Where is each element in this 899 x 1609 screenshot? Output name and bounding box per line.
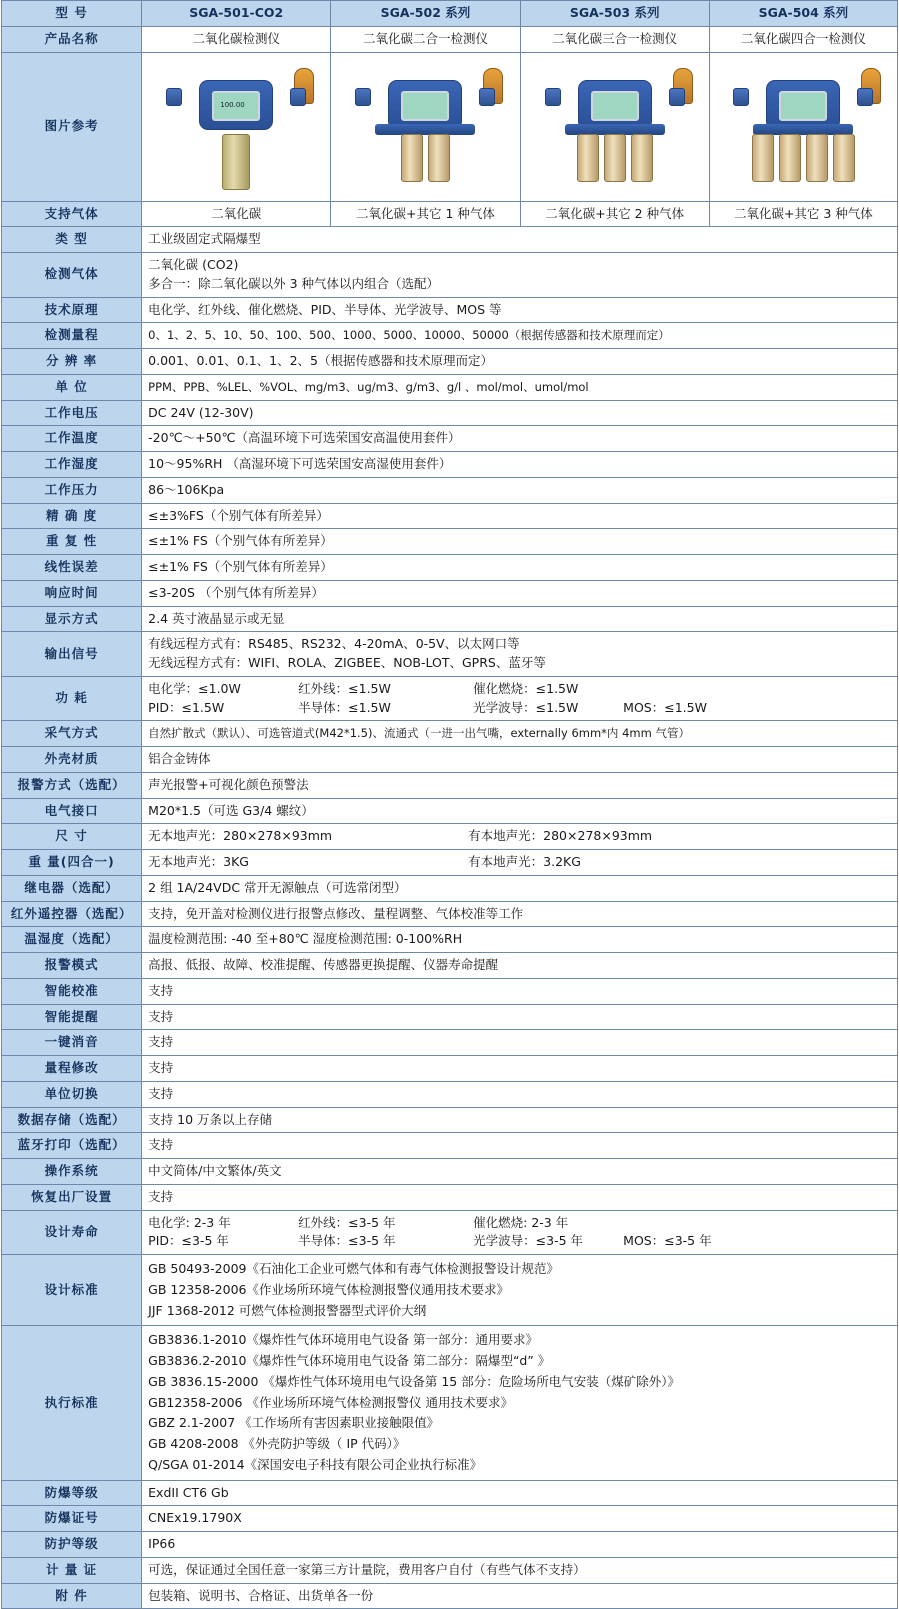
table-row-ip-level [2,1532,898,1558]
device-image-3 [520,52,709,201]
row-label-factory-reset: 恢复出厂设置 [2,1184,142,1210]
specification-table [1,0,898,1609]
row-label-type: 类 型 [2,227,142,253]
table-row-life [2,1210,898,1255]
unit-value: PPM、PPB、%LEL、%VOL、mg/m3、ug/m3、g/m3、g/l 、mol/mol、umol/mol [142,374,898,400]
row-label-product-name: 产品名称 [2,26,142,52]
row-label-unit-switch: 单位切换 [2,1081,142,1107]
model-header-4: SGA-504 系列 [709,1,897,27]
unit-switch-value: 支持 [142,1081,898,1107]
table-row-size [2,824,898,850]
row-label-ex-level: 防爆等级 [2,1480,142,1506]
model-header-2: SGA-502 系列 [331,1,520,27]
table-row-relay [2,875,898,901]
row-label-model: 型 号 [2,1,142,27]
row-label-range-edit: 量程修改 [2,1056,142,1082]
table-row-product-name [2,26,898,52]
device-sensors [713,134,893,182]
device-sensors [525,134,705,182]
screen-reading: 100.00 [220,100,245,109]
device-sensors [335,134,515,182]
row-label-os: 操作系统 [2,1159,142,1185]
table-row-smart-cal [2,978,898,1004]
table-row-shell [2,747,898,773]
product-name-3: 二氧化碳三合一检测仪 [520,26,709,52]
row-label-detect-gas: 检测气体 [2,253,142,298]
repeat-value: ≤±1% FS（个别气体有所差异） [142,529,898,555]
table-row-storage [2,1107,898,1133]
table-row-output [2,632,898,677]
row-label-linear: 线性误差 [2,555,142,581]
row-label-bt-print: 蓝牙打印（选配） [2,1133,142,1159]
row-label-design-std: 设计标准 [2,1255,142,1326]
table-row-temp-humi-opt [2,927,898,953]
table-row-os [2,1159,898,1185]
device-body [388,80,462,130]
factory-reset-value: 支持 [142,1184,898,1210]
table-row-support-gas [2,201,898,227]
life-electrochemical: 电化学: 2-3 年 [148,1214,231,1230]
resolution-value: 0.001、0.01、0.1、1、2、5（根据传感器和技术原理而定） [142,349,898,375]
device-image-1 [142,52,331,201]
table-row-voltage [2,400,898,426]
design-std-item: GB 12358-2006《作业场所环境气体检测报警仪通用技术要求》 [148,1281,509,1297]
row-label-size: 尺 寸 [2,824,142,850]
table-row-work-temp [2,426,898,452]
sensor-probe [806,134,828,182]
table-row-power [2,676,898,721]
support-gas-4: 二氧化碳+其它 3 种气体 [709,201,897,227]
table-row-unit [2,374,898,400]
life-optical: 光学波导：≤3-5 年 [473,1233,584,1249]
row-label-ip-level: 防护等级 [2,1532,142,1558]
power-value [142,676,898,721]
table-row-principle [2,297,898,323]
row-label-voltage: 工作电压 [2,400,142,426]
mute-value: 支持 [142,1030,898,1056]
row-label-work-temp: 工作温度 [2,426,142,452]
power-catalytic: 催化燃烧：≤1.5W [473,680,579,696]
power-optical: 光学波导：≤1.5W [473,699,579,715]
product-name-2: 二氧化碳二合一检测仪 [331,26,520,52]
weight-without-alarm: 无本地声光：3KG [148,854,249,869]
row-label-ex-cert: 防爆证号 [2,1506,142,1532]
support-gas-3: 二氧化碳+其它 2 种气体 [520,201,709,227]
exec-std-value [142,1326,898,1480]
exec-std-item: GB3836.2-2010《爆炸性气体环境用电气设备 第二部分：隔爆型“d” 》 [148,1353,551,1368]
device-ear-right [857,88,873,106]
table-row-model [2,1,898,27]
row-label-alarm-mode-opt: 报警方式（选配） [2,772,142,798]
detect-gas-line2: 多合一：除二氧化碳以外 3 种气体以内组合（选配） [148,275,440,291]
table-row-picture [2,52,898,201]
row-label-interface: 电气接口 [2,798,142,824]
device-illustration [713,62,893,192]
bt-print-value: 支持 [142,1133,898,1159]
weight-with-alarm: 有本地声光：3.2KG [468,854,581,869]
row-label-shell: 外壳材质 [2,747,142,773]
linear-value: ≤±1% FS（个别气体有所差异） [142,555,898,581]
row-label-work-humi: 工作湿度 [2,452,142,478]
detect-gas-value [142,253,898,298]
output-line2: 无线远程方式有：WIFI、ROLA、ZIGBEE、NOB-LOT、GPRS、蓝牙等 [148,655,546,670]
device-screen [401,91,449,121]
device-screen [779,91,827,121]
row-label-smart-remind: 智能提醒 [2,1004,142,1030]
life-mos: MOS：≤3-5 年 [623,1233,712,1249]
row-label-temp-humi-opt: 温湿度（选配） [2,927,142,953]
row-label-picture: 图片参考 [2,52,142,201]
exec-std-item: GB12358-2006 《作业场所环境气体检测报警仪 通用技术要求》 [148,1394,513,1410]
row-label-work-pressure: 工作压力 [2,477,142,503]
device-illustration [525,62,705,192]
table-row-exec-std [2,1326,898,1480]
life-value [142,1210,898,1255]
size-without-alarm: 无本地声光：280×278×93mm [148,828,333,844]
alarm-mode-opt-value: 声光报警+可视化颜色预警法 [142,772,898,798]
table-row-work-humi [2,452,898,478]
sensor-probe [752,134,774,182]
sensor-probe [428,134,450,182]
device-body [766,80,840,130]
exec-std-item: Q/SGA 01-2014《深国安电子科技有限公司企业执行标准》 [148,1456,483,1472]
work-humi-value: 10～95%RH （高湿环境下可选荣国安高湿使用套件） [142,452,898,478]
device-ear-left [166,88,182,106]
table-row-response [2,580,898,606]
table-row-ex-cert [2,1506,898,1532]
row-label-metrology: 计 量 证 [2,1557,142,1583]
table-row-range-edit [2,1056,898,1082]
voltage-value: DC 24V (12-30V) [142,400,898,426]
table-row-metrology [2,1557,898,1583]
weight-value [142,850,898,876]
response-value: ≤3-20S （个别气体有所差异） [142,580,898,606]
table-row-alarm-mode-opt [2,772,898,798]
model-header-1: SGA-501-CO2 [142,1,331,27]
output-line1: 有线远程方式有：RS485、RS232、4-20mA、0-5V、以太网口等 [148,636,520,652]
row-label-display: 显示方式 [2,606,142,632]
product-name-1: 二氧化碳检测仪 [142,26,331,52]
row-label-remote: 红外遥控器（选配） [2,901,142,927]
row-label-response: 响应时间 [2,580,142,606]
row-label-weight: 重 量(四合一) [2,850,142,876]
power-electrochemical: 电化学：≤1.0W [148,680,241,696]
row-label-sampling: 采气方式 [2,721,142,747]
table-row-range [2,323,898,349]
sensor-probe [222,134,250,190]
device-ear-right [290,88,306,106]
device-ear-right [479,88,495,106]
remote-value: 支持，免开盖对检测仪进行报警点修改、量程调整、气体校准等工作 [142,901,898,927]
design-std-value [142,1255,898,1326]
row-label-exec-std: 执行标准 [2,1326,142,1480]
row-label-storage: 数据存储（选配） [2,1107,142,1133]
metrology-value: 可选，保证通过全国任意一家第三方计量院，费用客户自付（有些气体不支持） [142,1557,898,1583]
temp-humi-opt-value: 温度检测范围: -40 至+80℃ 湿度检测范围: 0-100%RH [142,927,898,953]
table-row-alarm-mode [2,953,898,979]
sensor-probe [833,134,855,182]
table-row-interface [2,798,898,824]
power-mos: MOS：≤1.5W [623,699,707,715]
storage-value: 支持 10 万条以上存储 [142,1107,898,1133]
table-row-accessories [2,1583,898,1609]
ex-level-value: ExdII CT6 Gb [142,1480,898,1506]
output-value [142,632,898,677]
range-edit-value: 支持 [142,1056,898,1082]
detect-gas-line1: 二氧化碳 (CO2) [148,257,239,272]
power-line2 [148,699,891,718]
row-label-accessories: 附 件 [2,1583,142,1609]
table-row-accuracy [2,503,898,529]
power-pid: PID：≤1.5W [148,699,225,715]
os-value: 中文简体/中文繁体/英文 [142,1159,898,1185]
life-semiconductor: 半导体：≤3-5 年 [298,1233,396,1249]
smart-remind-value: 支持 [142,1004,898,1030]
interface-value: M20*1.5（可选 G3/4 螺纹） [142,798,898,824]
device-screen [212,91,260,121]
sensor-probe [631,134,653,182]
work-pressure-value: 86～106Kpa [142,477,898,503]
table-row-mute [2,1030,898,1056]
product-name-4: 二氧化碳四合一检测仪 [709,26,897,52]
size-value [142,824,898,850]
table-row-linear [2,555,898,581]
device-illustration [146,62,326,192]
device-illustration [335,62,515,192]
smart-cal-value: 支持 [142,978,898,1004]
power-line1 [148,680,891,699]
exec-std-item: GB3836.1-2010《爆炸性气体环境用电气设备 第一部分：通用要求》 [148,1332,538,1348]
table-row-work-pressure [2,477,898,503]
device-image-2 [331,52,520,201]
row-label-principle: 技术原理 [2,297,142,323]
sampling-value: 自然扩散式（默认）、可选管道式(M42*1.5)、流通式（一进一出气嘴，externally 6mm*内 4mm 气管） [142,721,898,747]
table-row-bt-print [2,1133,898,1159]
design-std-item: GB 50493-2009《石油化工企业可燃气体和有毒气体检测报警设计规范》 [148,1261,559,1276]
row-label-life: 设计寿命 [2,1210,142,1255]
table-row-repeat [2,529,898,555]
life-infrared: 红外线：≤3-5 年 [298,1214,396,1230]
device-ear-left [355,88,371,106]
size-with-alarm: 有本地声光：280×278×93mm [468,828,653,844]
life-line1 [148,1214,891,1233]
row-label-accuracy: 精 确 度 [2,503,142,529]
relay-value: 2 组 1A/24VDC 常开无源触点（可选常闭型） [142,875,898,901]
alarm-mode-value: 高报、低报、故障、校准提醒、传感器更换提醒、仪器寿命提醒 [142,953,898,979]
row-label-unit: 单 位 [2,374,142,400]
range-value: 0、1、2、5、10、50、100、500、1000、5000、10000、50000（根据传感器和技术原理而定） [142,323,898,349]
row-label-smart-cal: 智能校准 [2,978,142,1004]
device-sensors [146,134,326,190]
row-label-alarm-mode: 报警模式 [2,953,142,979]
display-value: 2.4 英寸液晶显示或无显 [142,606,898,632]
row-label-support-gas: 支持气体 [2,201,142,227]
ip-level-value: IP66 [142,1532,898,1558]
table-row-remote [2,901,898,927]
life-catalytic: 催化燃烧: 2-3 年 [473,1214,569,1230]
model-header-3: SGA-503 系列 [520,1,709,27]
support-gas-1: 二氧化碳 [142,201,331,227]
principle-value: 电化学、红外线、催化燃烧、PID、半导体、光学波导、MOS 等 [142,297,898,323]
table-row-weight [2,850,898,876]
row-label-repeat: 重 复 性 [2,529,142,555]
row-label-mute: 一键消音 [2,1030,142,1056]
table-row-design-std [2,1255,898,1326]
sensor-probe [779,134,801,182]
table-row-factory-reset [2,1184,898,1210]
sensor-probe [401,134,423,182]
device-ear-left [733,88,749,106]
support-gas-2: 二氧化碳+其它 1 种气体 [331,201,520,227]
row-label-range: 检测量程 [2,323,142,349]
exec-std-item: GBZ 2.1-2007 《工作场所有害因素职业接触限值》 [148,1415,440,1431]
table-row-detect-gas [2,253,898,298]
sensor-probe [604,134,626,182]
accessories-value: 包装箱、说明书、合格证、出货单各一份 [142,1583,898,1609]
power-semiconductor: 半导体：≤1.5W [298,699,391,715]
exec-std-item: GB 4208-2008 《外壳防护等级（ IP 代码）》 [148,1436,406,1451]
device-body [578,80,652,130]
table-row-unit-switch [2,1081,898,1107]
table-row-resolution [2,349,898,375]
exec-std-item: GB 3836.15-2000 《爆炸性气体环境用电气设备第 15 部分：危险场所电气安装（煤矿除外）》 [148,1373,680,1389]
device-ear-left [545,88,561,106]
type-value: 工业级固定式隔爆型 [142,227,898,253]
table-row-type [2,227,898,253]
shell-value: 铝合金铸体 [142,747,898,773]
table-row-sampling [2,721,898,747]
device-ear-right [669,88,685,106]
row-label-relay: 继电器（选配） [2,875,142,901]
life-line2 [148,1232,891,1251]
device-screen [591,91,639,121]
design-std-item: JJF 1368-2012 可燃气体检测报警器型式评价大纲 [148,1302,427,1318]
sensor-probe [577,134,599,182]
row-label-output: 输出信号 [2,632,142,677]
accuracy-value: ≤±3%FS（个别气体有所差异） [142,503,898,529]
table-row-smart-remind [2,1004,898,1030]
device-image-4 [709,52,897,201]
power-infrared: 红外线：≤1.5W [298,680,391,696]
row-label-resolution: 分 辨 率 [2,349,142,375]
device-body [199,80,273,130]
row-label-power: 功 耗 [2,676,142,721]
ex-cert-value: CNEx19.1790X [142,1506,898,1532]
table-row-display [2,606,898,632]
table-row-ex-level [2,1480,898,1506]
work-temp-value: -20℃～+50℃（高温环境下可选荣国安高温使用套件） [142,426,898,452]
life-pid: PID：≤3-5 年 [148,1233,229,1249]
